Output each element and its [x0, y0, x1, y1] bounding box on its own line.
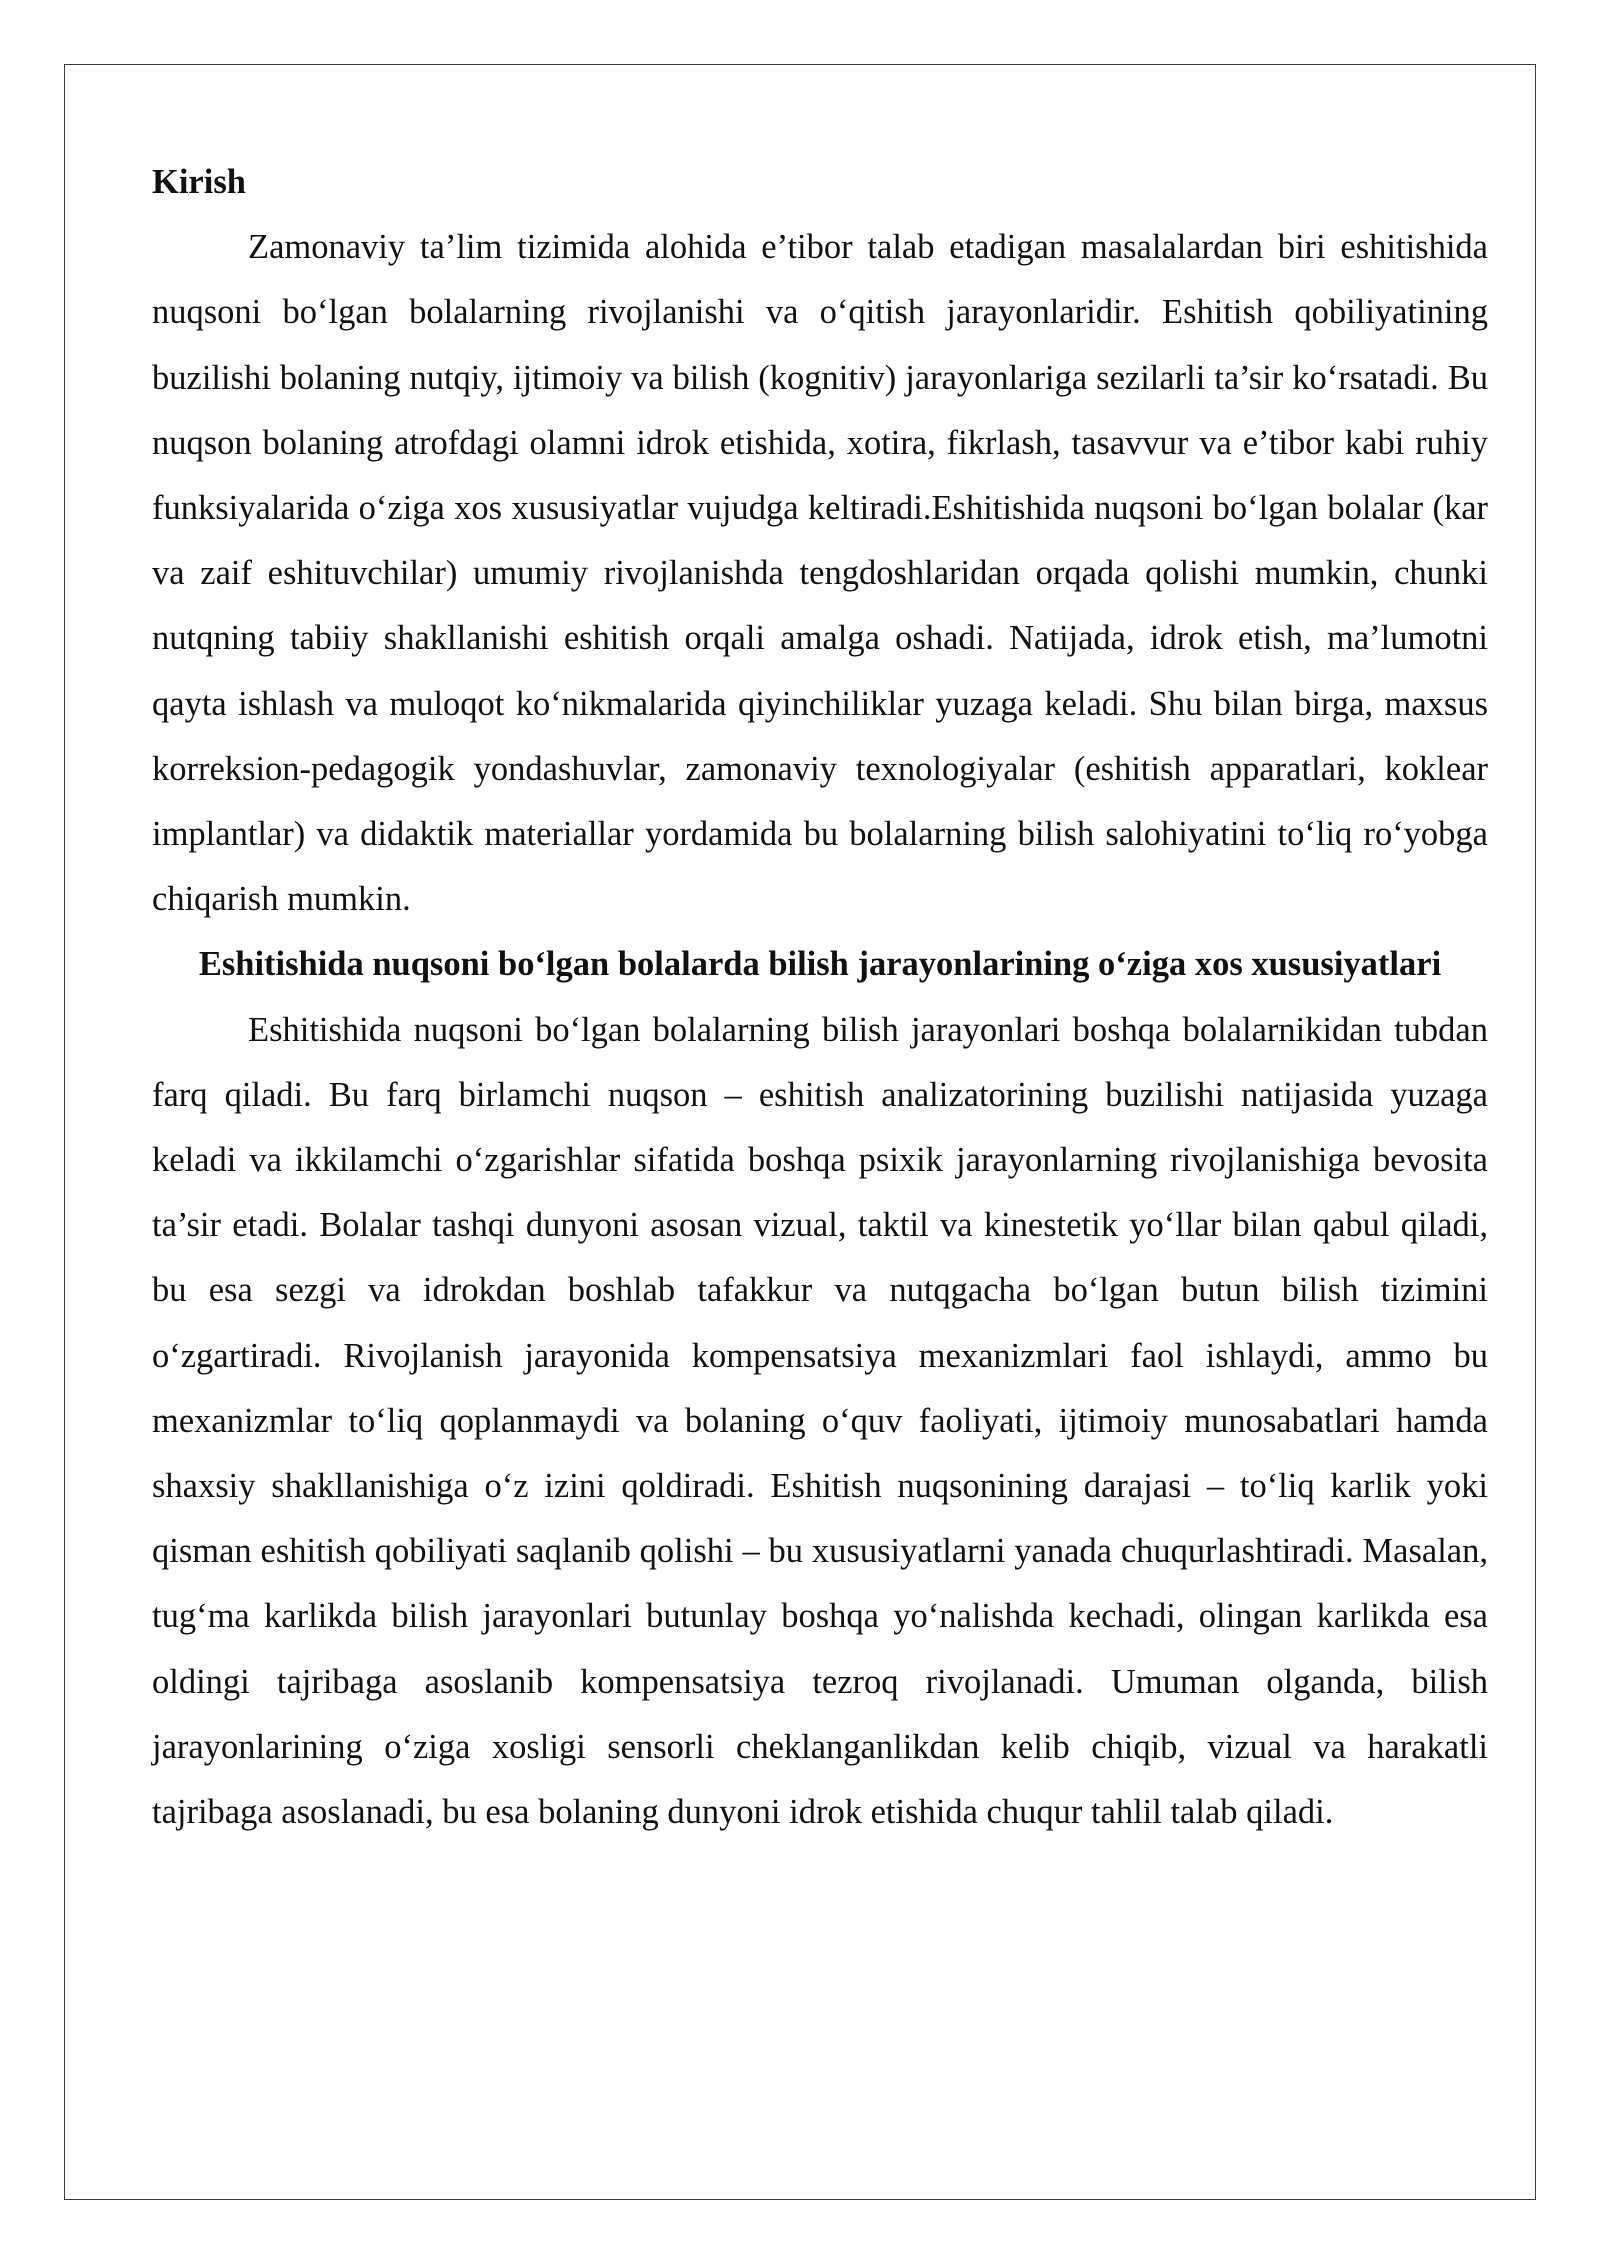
section-paragraph: Eshitishida nuqsoni bo‘lgan bolalarning bilish jarayonlari boshqa bolalarnikidan tubdan farq qiladi. Bu farq birlamchi nuqson – eshitish analizatorining buzilishi natijasida yuzaga keladi va ikkilamchi o‘zgarishlar sifatida boshqa psixik jarayonlarning rivojlanishiga bevosita ta’sir etadi. Bolalar tashqi dunyoni asosan vizual, taktil va kinestetik yo‘llar bilan qabul qiladi, bu esa sezgi va idrokdan boshlab tafakkur va nutqgacha bo‘lgan butun bilish tizimini o‘zgartiradi. Rivojlanish jarayonida kompensatsiya mexanizmlari faol ishlaydi, ammo bu mexanizmlar to‘liq qoplanmaydi va bolaning o‘quv faoliyati, ijtimoiy munosabatlari hamda shaxsiy shakllanishiga o‘z izini qoldiradi. Eshitish nuqsonining darajasi – to‘liq karlik yoki qisman eshitish qobiliyati saqlanib qolishi – bu xususiyatlarni yanada chuqurlashtiradi. Masalan, tug‘ma karlikda bilish jarayonlari butunlay boshqa yo‘nalishda kechadi, olingan karlikda esa oldingi tajribaga asoslanib kompensatsiya tezroq rivojlanadi. Umuman olganda, bilish jarayonlarining o‘ziga xosligi sensorli cheklanganlikdan kelib chiqib, vizual va harakatli tajribaga asoslanadi, bu esa bolaning dunyoni idrok etishida chuqur tahlil talab qiladi. — [152, 1010, 1488, 1832]
document-body — [152, 150, 1488, 1845]
section-heading: Eshitishida nuqsoni bo‘lgan bolalarda bilish jarayonlarining o‘ziga xos xususiyatlari — [198, 945, 1442, 984]
intro-paragraph: Zamonaviy ta’lim tizimida alohida e’tibor talab etadigan masalalardan biri eshitishida nuqsoni bo‘lgan bolalarning rivojlanishi va o‘qitish jarayonlaridir. Eshitish qobiliyatining buzilishi bolaning nutqiy, ijtimoiy va bilish (kognitiv) jarayonlariga sezilarli ta’sir ko‘rsatadi. Bu nuqson bolaning atrofdagi olamni idrok etishida, xotira, fikrlash, tasavvur va e’tibor kabi ruhiy funksiyalarida o‘ziga xos xususiyatlar vujudga keltiradi.Eshitishida nuqsoni bo‘lgan bolalar (kar va zaif eshituvchilar) umumiy rivojlanishda tengdoshlaridan orqada qolishi mumkin, chunki nutqning tabiiy shakllanishi eshitish orqali amalga oshadi. Natijada, idrok etish, ma’lumotni qayta ishlash va muloqot ko‘nikmalarida qiyinchiliklar yuzaga keladi. Shu bilan birga, maxsus korreksion-pedagogik yondashuvlar, zamonaviy texnologiyalar (eshitish apparatlari, koklear implantlar) va didaktik materiallar yordamida bu bolalarning bilish salohiyatini to‘liq ro‘yobga chiqarish mumkin. — [152, 228, 1488, 919]
intro-heading: Kirish — [152, 163, 246, 201]
